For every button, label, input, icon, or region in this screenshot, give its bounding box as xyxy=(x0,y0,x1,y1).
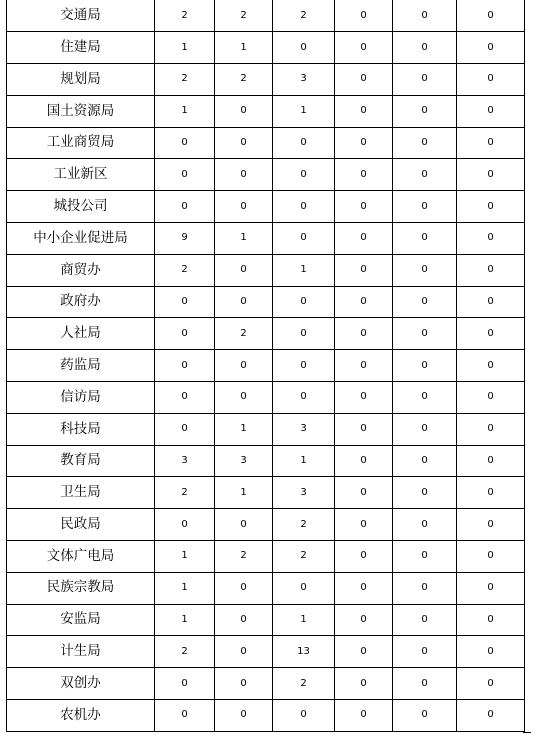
department-name-cell: 教育局 xyxy=(7,445,155,477)
department-name-cell: 城投公司 xyxy=(7,191,155,223)
value-cell: 0 xyxy=(215,509,273,541)
value-cell: 2 xyxy=(215,318,273,350)
value-cell: 0 xyxy=(273,191,335,223)
value-cell: 0 xyxy=(393,254,457,286)
value-cell: 0 xyxy=(393,700,457,732)
value-cell: 0 xyxy=(393,32,457,64)
value-cell: 3 xyxy=(215,445,273,477)
value-cell: 0 xyxy=(335,477,393,509)
table-row xyxy=(7,191,525,223)
value-cell: 0 xyxy=(393,64,457,96)
value-cell: 0 xyxy=(457,477,525,509)
value-cell: 0 xyxy=(155,509,215,541)
value-cell: 0 xyxy=(393,95,457,127)
value-cell: 0 xyxy=(393,350,457,382)
value-cell: 1 xyxy=(273,254,335,286)
department-name-cell: 国土资源局 xyxy=(7,95,155,127)
value-cell: 0 xyxy=(393,636,457,668)
value-cell: 3 xyxy=(273,413,335,445)
value-cell: 0 xyxy=(457,286,525,318)
value-cell: 0 xyxy=(393,668,457,700)
table-row xyxy=(7,32,525,64)
value-cell: 9 xyxy=(155,223,215,255)
value-cell: 0 xyxy=(393,318,457,350)
table-row xyxy=(7,286,525,318)
table-row xyxy=(7,668,525,700)
value-cell: 0 xyxy=(215,636,273,668)
value-cell: 0 xyxy=(457,350,525,382)
value-cell: 0 xyxy=(155,668,215,700)
department-name-cell: 双创办 xyxy=(7,668,155,700)
value-cell: 0 xyxy=(457,604,525,636)
value-cell: 0 xyxy=(393,413,457,445)
table-row xyxy=(7,604,525,636)
value-cell: 0 xyxy=(457,191,525,223)
value-cell: 0 xyxy=(457,413,525,445)
value-cell: 2 xyxy=(273,509,335,541)
department-name-cell: 计生局 xyxy=(7,636,155,668)
value-cell: 0 xyxy=(335,95,393,127)
value-cell: 0 xyxy=(457,95,525,127)
value-cell: 0 xyxy=(215,604,273,636)
value-cell: 0 xyxy=(393,541,457,573)
value-cell: 0 xyxy=(215,127,273,159)
value-cell: 0 xyxy=(457,700,525,732)
department-name-cell: 科技局 xyxy=(7,413,155,445)
value-cell: 0 xyxy=(335,700,393,732)
value-cell: 0 xyxy=(335,509,393,541)
value-cell: 0 xyxy=(335,445,393,477)
value-cell: 3 xyxy=(273,477,335,509)
value-cell: 0 xyxy=(335,286,393,318)
value-cell: 1 xyxy=(273,445,335,477)
value-cell: 0 xyxy=(335,413,393,445)
value-cell: 0 xyxy=(335,32,393,64)
value-cell: 0 xyxy=(215,159,273,191)
value-cell: 1 xyxy=(155,32,215,64)
value-cell: 1 xyxy=(215,223,273,255)
value-cell: 2 xyxy=(273,541,335,573)
value-cell: 0 xyxy=(273,286,335,318)
value-cell: 1 xyxy=(155,572,215,604)
value-cell: 0 xyxy=(335,127,393,159)
value-cell: 0 xyxy=(273,700,335,732)
department-name-cell: 人社局 xyxy=(7,318,155,350)
value-cell: 0 xyxy=(273,572,335,604)
value-cell: 1 xyxy=(215,413,273,445)
value-cell: 2 xyxy=(155,64,215,96)
department-name-cell: 规划局 xyxy=(7,64,155,96)
value-cell: 0 xyxy=(335,350,393,382)
value-cell: 2 xyxy=(155,636,215,668)
value-cell: 2 xyxy=(215,541,273,573)
value-cell: 0 xyxy=(393,509,457,541)
value-cell: 0 xyxy=(215,668,273,700)
value-cell: 0 xyxy=(273,223,335,255)
department-name-cell: 民族宗教局 xyxy=(7,572,155,604)
table-row xyxy=(7,127,525,159)
value-cell: 0 xyxy=(335,159,393,191)
table-row xyxy=(7,572,525,604)
value-cell: 0 xyxy=(457,127,525,159)
value-cell: 0 xyxy=(215,191,273,223)
value-cell: 0 xyxy=(215,350,273,382)
value-cell: 0 xyxy=(335,64,393,96)
value-cell: 0 xyxy=(335,636,393,668)
value-cell: 0 xyxy=(393,572,457,604)
department-name-cell: 住建局 xyxy=(7,32,155,64)
value-cell: 0 xyxy=(215,572,273,604)
value-cell: 0 xyxy=(335,318,393,350)
value-cell: 0 xyxy=(273,382,335,414)
value-cell: 1 xyxy=(215,477,273,509)
value-cell: 0 xyxy=(155,700,215,732)
value-cell: 0 xyxy=(215,254,273,286)
value-cell: 0 xyxy=(457,254,525,286)
table-row xyxy=(7,413,525,445)
table-row xyxy=(7,477,525,509)
value-cell: 0 xyxy=(393,445,457,477)
department-name-cell: 工业商贸局 xyxy=(7,127,155,159)
value-cell: 0 xyxy=(457,572,525,604)
value-cell: 0 xyxy=(335,0,393,32)
value-cell: 0 xyxy=(393,0,457,32)
value-cell: 0 xyxy=(335,572,393,604)
value-cell: 0 xyxy=(457,541,525,573)
department-name-cell: 工业新区 xyxy=(7,159,155,191)
value-cell: 1 xyxy=(155,541,215,573)
department-name-cell: 商贸办 xyxy=(7,254,155,286)
value-cell: 0 xyxy=(215,700,273,732)
value-cell: 0 xyxy=(457,668,525,700)
value-cell: 0 xyxy=(155,286,215,318)
value-cell: 2 xyxy=(273,0,335,32)
table-row xyxy=(7,445,525,477)
value-cell: 0 xyxy=(393,604,457,636)
corner-mark xyxy=(523,732,531,733)
table-body xyxy=(7,0,525,731)
value-cell: 1 xyxy=(155,95,215,127)
value-cell: 0 xyxy=(457,0,525,32)
data-table xyxy=(6,0,525,732)
department-name-cell: 卫生局 xyxy=(7,477,155,509)
table-row xyxy=(7,159,525,191)
table-row xyxy=(7,64,525,96)
value-cell: 2 xyxy=(215,64,273,96)
value-cell: 2 xyxy=(155,477,215,509)
value-cell: 0 xyxy=(273,32,335,64)
value-cell: 0 xyxy=(155,127,215,159)
value-cell: 0 xyxy=(155,318,215,350)
table-row xyxy=(7,382,525,414)
value-cell: 2 xyxy=(273,668,335,700)
value-cell: 0 xyxy=(393,286,457,318)
value-cell: 0 xyxy=(457,382,525,414)
value-cell: 0 xyxy=(457,318,525,350)
value-cell: 1 xyxy=(273,95,335,127)
table-row xyxy=(7,541,525,573)
value-cell: 0 xyxy=(457,223,525,255)
value-cell: 0 xyxy=(155,382,215,414)
value-cell: 3 xyxy=(155,445,215,477)
value-cell: 0 xyxy=(215,286,273,318)
value-cell: 0 xyxy=(215,95,273,127)
value-cell: 0 xyxy=(457,64,525,96)
value-cell: 0 xyxy=(393,223,457,255)
table-row xyxy=(7,223,525,255)
table-row xyxy=(7,254,525,286)
table-row xyxy=(7,636,525,668)
department-name-cell: 民政局 xyxy=(7,509,155,541)
department-name-cell: 政府办 xyxy=(7,286,155,318)
value-cell: 1 xyxy=(215,32,273,64)
value-cell: 0 xyxy=(273,318,335,350)
value-cell: 2 xyxy=(155,254,215,286)
value-cell: 0 xyxy=(335,223,393,255)
table-row xyxy=(7,509,525,541)
value-cell: 0 xyxy=(457,32,525,64)
value-cell: 2 xyxy=(155,0,215,32)
value-cell: 0 xyxy=(393,382,457,414)
department-name-cell: 药监局 xyxy=(7,350,155,382)
table-row xyxy=(7,0,525,32)
value-cell: 13 xyxy=(273,636,335,668)
table-row xyxy=(7,350,525,382)
value-cell: 0 xyxy=(335,191,393,223)
value-cell: 0 xyxy=(155,159,215,191)
value-cell: 0 xyxy=(273,350,335,382)
value-cell: 0 xyxy=(393,159,457,191)
table-row xyxy=(7,95,525,127)
department-name-cell: 文体广电局 xyxy=(7,541,155,573)
value-cell: 0 xyxy=(155,191,215,223)
department-name-cell: 安监局 xyxy=(7,604,155,636)
value-cell: 0 xyxy=(335,604,393,636)
value-cell: 0 xyxy=(155,413,215,445)
table-row xyxy=(7,318,525,350)
value-cell: 0 xyxy=(155,350,215,382)
value-cell: 0 xyxy=(457,509,525,541)
value-cell: 1 xyxy=(273,604,335,636)
department-name-cell: 中小企业促进局 xyxy=(7,223,155,255)
value-cell: 0 xyxy=(335,668,393,700)
value-cell: 0 xyxy=(335,382,393,414)
value-cell: 1 xyxy=(155,604,215,636)
value-cell: 0 xyxy=(335,254,393,286)
value-cell: 0 xyxy=(273,127,335,159)
value-cell: 0 xyxy=(273,159,335,191)
value-cell: 0 xyxy=(457,445,525,477)
value-cell: 0 xyxy=(457,636,525,668)
value-cell: 0 xyxy=(215,382,273,414)
department-name-cell: 信访局 xyxy=(7,382,155,414)
table-row xyxy=(7,700,525,732)
value-cell: 0 xyxy=(393,191,457,223)
value-cell: 2 xyxy=(215,0,273,32)
value-cell: 0 xyxy=(393,127,457,159)
value-cell: 0 xyxy=(393,477,457,509)
value-cell: 0 xyxy=(335,541,393,573)
value-cell: 3 xyxy=(273,64,335,96)
value-cell: 0 xyxy=(457,159,525,191)
table-wrapper xyxy=(6,0,525,732)
department-name-cell: 交通局 xyxy=(7,0,155,32)
department-name-cell: 农机办 xyxy=(7,700,155,732)
